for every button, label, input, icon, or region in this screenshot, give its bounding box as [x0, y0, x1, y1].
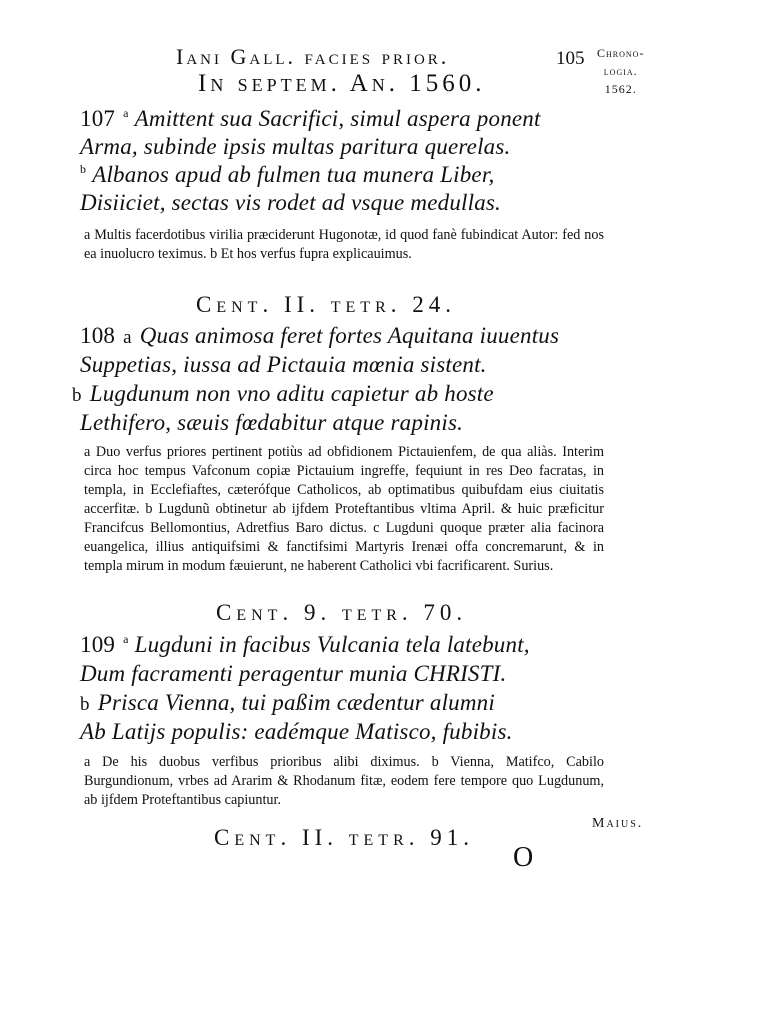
verse-number: 107 — [80, 106, 116, 131]
verse-text: Lugduni in facibus Vulcania tela latebunt, — [134, 632, 530, 657]
verse-line — [80, 106, 541, 132]
margin-note-line: 1562. — [604, 82, 637, 96]
verse-text: Amittent sua Sacrifici, simul aspera ponent — [134, 106, 541, 131]
verse-line — [80, 323, 559, 349]
footnote-marker: b — [80, 162, 87, 176]
catchword: O — [513, 842, 534, 873]
line-label: b — [72, 385, 82, 406]
page-number: 105 — [556, 48, 585, 69]
margin-note-line: Chrono- — [597, 46, 645, 60]
verse-line — [80, 632, 530, 658]
verse-line — [80, 352, 487, 378]
footnote-marker: a — [123, 106, 129, 120]
verse-line — [80, 410, 463, 436]
verse-text: Disiiciet, sectas vis rodet ad vsque medullas. — [80, 190, 501, 215]
verse-text: Dum facramenti peragentur munia CHRISTI. — [80, 661, 507, 686]
footnote — [84, 753, 604, 810]
footnote-text: a Duo verfus priores pertinent potiùs ad obfidionem Pictauienfem, de qua aliàs. Interim circa hoc tempus Vafconum copiæ Pictauium ingreffe, fequiunt in res Deo facratas, in templa, in Ecclefiaftes, cæterófque Catholicos, ab optimatibus quibufdam eius ciuitatis accerfitæ. b Lugdunũ obtinetur ab ijfdem Proteftantibus vltima April. & huic præficitur Francifcus Bellomontius, Adretfius Baro dictus. c Lugduni quoque præter alia facinora euangelica, illius antiquifsimi & fanctifsimi Martyris Irenæi offa concremarunt, & in templa mirum in modum fæuierunt, ne haberent Catholici vbi facrificarent. Surius. — [84, 444, 604, 574]
verse-line — [80, 162, 494, 188]
footnote-text: a De his duobus verfibus prioribus alibi diximus. b Vienna, Matifco, Cabilo Burgundionum, vrbes ad Ararim & Rhodanum fitæ, eodem fere tempore quo Lugdunum, ab ijfdem Proteftantibus capiuntur. — [84, 754, 604, 808]
verse-text: Lethifero, sæuis fœdabitur atque rapinis. — [80, 410, 464, 435]
margin-word: Maius. — [592, 816, 644, 831]
footnote-text: a Multis facerdotibus virilia præciderunt Hugonotæ, id quod fanè fubindicat Autor: fed nos ea inuolucro teximus. b Et hos verfus fupra explicauimus. — [84, 227, 604, 262]
footnote — [84, 226, 604, 264]
section-heading: Cent. II. tetr. 24. — [196, 292, 457, 317]
line-label: b — [80, 694, 90, 715]
footnote — [84, 443, 604, 576]
verse-text: Prisca Vienna, tui paßim cædentur alumni — [97, 690, 495, 715]
verse-text: Lugdunum non vno aditu capietur ab hoste — [89, 381, 494, 406]
page-subtitle: In septem. An. 1560. — [198, 70, 486, 97]
verse-number: 108 — [80, 323, 116, 348]
line-label: a — [123, 327, 132, 348]
verse-line — [72, 381, 494, 407]
verse-line — [80, 190, 501, 216]
verse-number: 109 — [80, 632, 116, 657]
margin-note-line: logia. — [603, 64, 638, 78]
footnote-marker: a — [123, 632, 129, 646]
verse-line — [80, 690, 495, 716]
verse-text: Ab Latijs populis: eadémque Matisco, fubibis. — [80, 719, 513, 744]
verse-text: Albanos apud ab fulmen tua munera Liber, — [92, 162, 495, 187]
verse-text: Suppetias, iussa ad Pictauia mœnia sistent. — [80, 352, 487, 377]
section-heading: Cent. 9. tetr. 70. — [216, 600, 468, 625]
verse-text: Arma, subinde ipsis multas paritura querelas. — [80, 134, 511, 159]
verse-line — [80, 661, 506, 687]
margin-note — [597, 44, 644, 98]
verse-line — [80, 719, 513, 745]
verse-text: Quas animosa feret fortes Aquitana iuuentus — [139, 323, 560, 348]
verse-line — [80, 134, 510, 160]
running-title: Iani Gall. facies prior. — [176, 44, 450, 69]
section-heading: Cent. II. tetr. 91. — [214, 825, 475, 850]
